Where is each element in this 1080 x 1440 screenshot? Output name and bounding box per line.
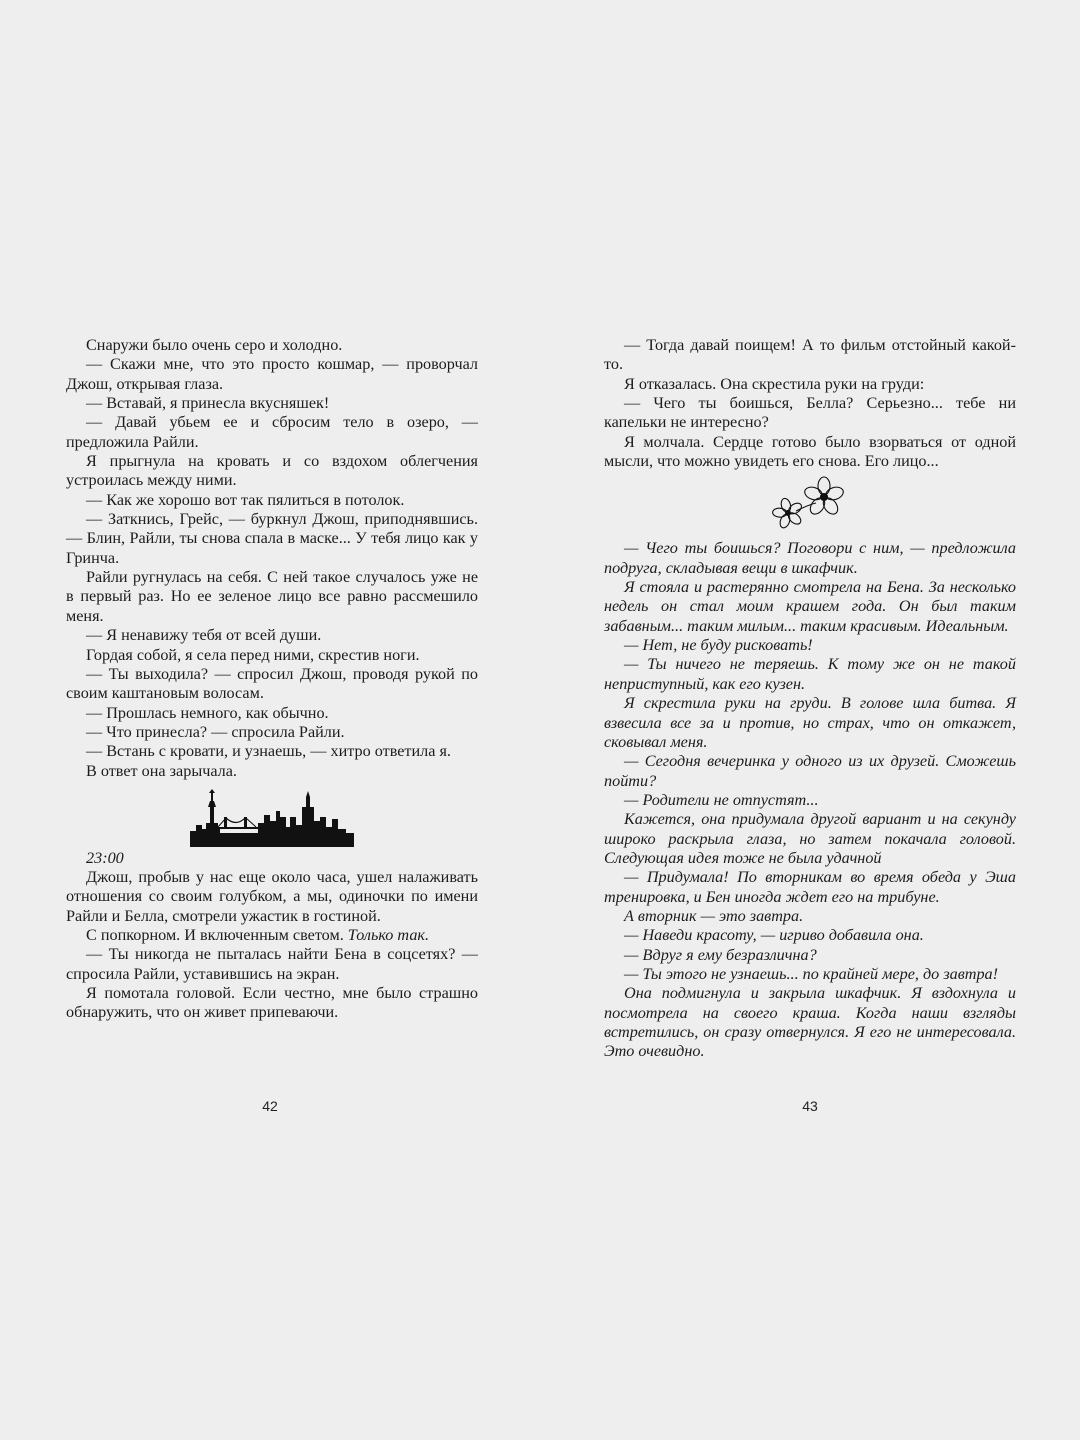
page-number-left: 42 — [262, 1098, 278, 1114]
paragraph: — Ты никогда не пыталась найти Бена в соцсетях? — спросила Райли, уставившись на экран. — [66, 945, 478, 983]
paragraph: Я помотала головой. Если честно, мне было страшно обнаружить, что он живет припеваючи. — [66, 983, 478, 1022]
popcorn-text: С попкорном. И включенным светом. — [86, 925, 348, 944]
paragraph: Райли ругнулась на себя. С ней такое случалось уже не в первый раз. Но ее зеленое лицо все равно рассмешило меня. — [66, 568, 478, 625]
paragraph: — Чего ты боишься, Белла? Серьезно... тебе ни капельки не интересно? — [604, 394, 1016, 432]
paragraph: В ответ она зарычала. — [86, 761, 237, 780]
paragraph: Я прыгнула на кровать и со вздохом облегчения устроилась между ними. — [66, 452, 478, 490]
right-text-top — [604, 336, 1016, 471]
right-text-italic — [604, 539, 1016, 1061]
paragraph: — Как же хорошо вот так пялиться в потолок. — [86, 490, 405, 509]
paragraph — [66, 926, 478, 945]
paragraph: Кажется, она придумала другой вариант и на секунду широко раскрыла глаза, но затем покачала головой. Следующая идея тоже не была удачной — [604, 810, 1016, 867]
paragraph: — Вставай, я принесла вкусняшек! — [86, 394, 330, 413]
paragraph: Я отказалась. Она скрестила руки на груди: — [624, 374, 925, 393]
paragraph: Я стояла и растерянно смотрела на Бена. За несколько недель он стал моим крашем года. Он был таким забавным... таким милым... таким красивым. Идеальным. — [604, 578, 1016, 635]
paragraph: — Встань с кровати, и узнаешь, — хитро ответила я. — [86, 742, 451, 761]
paragraph: — Придумала! По вторникам во время обеда у Эша тренировка, и Бен иногда ждет его на трибуне. — [604, 868, 1016, 906]
paragraph: Гордая собой, я села перед ними, скрестив ноги. — [86, 645, 420, 664]
paragraph: — Вдруг я ему безразлична? — [624, 945, 817, 964]
paragraph: Джош, пробыв у нас еще около часа, ушел налаживать отношения со своим голубком, а мы, одиночки по имени Райли и Белла, смотрели ужастик в гостиной. — [66, 867, 478, 925]
paragraph: — Родители не отпустят... — [624, 790, 819, 809]
paragraph: — Чего ты боишься? Поговори с ним, — предложила подруга, складывая вещи в шкафчик. — [604, 539, 1016, 577]
page-number-right: 43 — [802, 1098, 818, 1114]
paragraph: — Заткнись, Грейс, — буркнул Джош, приподнявшись. — Блин, Райли, ты снова спала в маске... У тебя лицо как у Гринча. — [66, 510, 478, 567]
right-page — [604, 336, 1016, 1062]
paragraph: Снаружи было очень серо и холодно. — [86, 336, 343, 354]
paragraph: Я молчала. Сердце готово было взорваться от одной мысли, что можно увидеть его снова. Его лицо... — [604, 432, 1016, 471]
left-text-top — [66, 336, 478, 781]
paragraph: Я скрестила руки на груди. В голове шла битва. Я взвесила все за и против, но страх, что он откажет, сковывал меня. — [604, 694, 1016, 751]
paragraph: — Сегодня вечеринка у одного из их друзей. Сможешь пойти? — [604, 752, 1016, 790]
paragraph: — Ты этого не узнаешь... по крайней мере, до завтра! — [624, 964, 999, 983]
paragraph: — Прошлась немного, как обычно. — [86, 703, 329, 722]
paragraph: — Тогда давай поищем! А то фильм отстойный какой-то. — [604, 336, 1016, 374]
left-text-bottom — [66, 868, 478, 1023]
flowers-icon — [604, 471, 1016, 539]
paragraph: — Давай убьем ее и сбросим тело в озеро, — предложила Райли. — [66, 413, 478, 451]
paragraph: — Наведи красоту, — игриво добавила она. — [624, 926, 924, 945]
city-skyline-icon — [66, 785, 478, 849]
left-page — [66, 336, 478, 1023]
paragraph: — Что принесла? — спросила Райли. — [86, 722, 345, 741]
paragraph: — Ты ничего не теряешь. К тому же он не такой неприступный, как его кузен. — [604, 655, 1016, 693]
paragraph: — Ты выходила? — спросил Джош, проводя рукой по своим каштановым волосам. — [66, 664, 478, 703]
paragraph: А вторник — это завтра. — [624, 906, 804, 925]
paragraph: Она подмигнула и закрыла шкафчик. Я вздохнула и посмотрела на своего краша. Когда наши взгляды встретились, он сразу отвернулся. Я его не интересовала. Это очевидно. — [604, 984, 1016, 1061]
time-stamp: 23:00 — [86, 848, 124, 867]
paragraph: — Скажи мне, что это просто кошмар, — проворчал Джош, открывая глаза. — [66, 355, 478, 393]
paragraph: — Я ненавижу тебя от всей души. — [86, 626, 322, 645]
popcorn-emphasis: Только так. — [347, 925, 430, 944]
paragraph: — Нет, не буду рисковать! — [624, 636, 813, 655]
